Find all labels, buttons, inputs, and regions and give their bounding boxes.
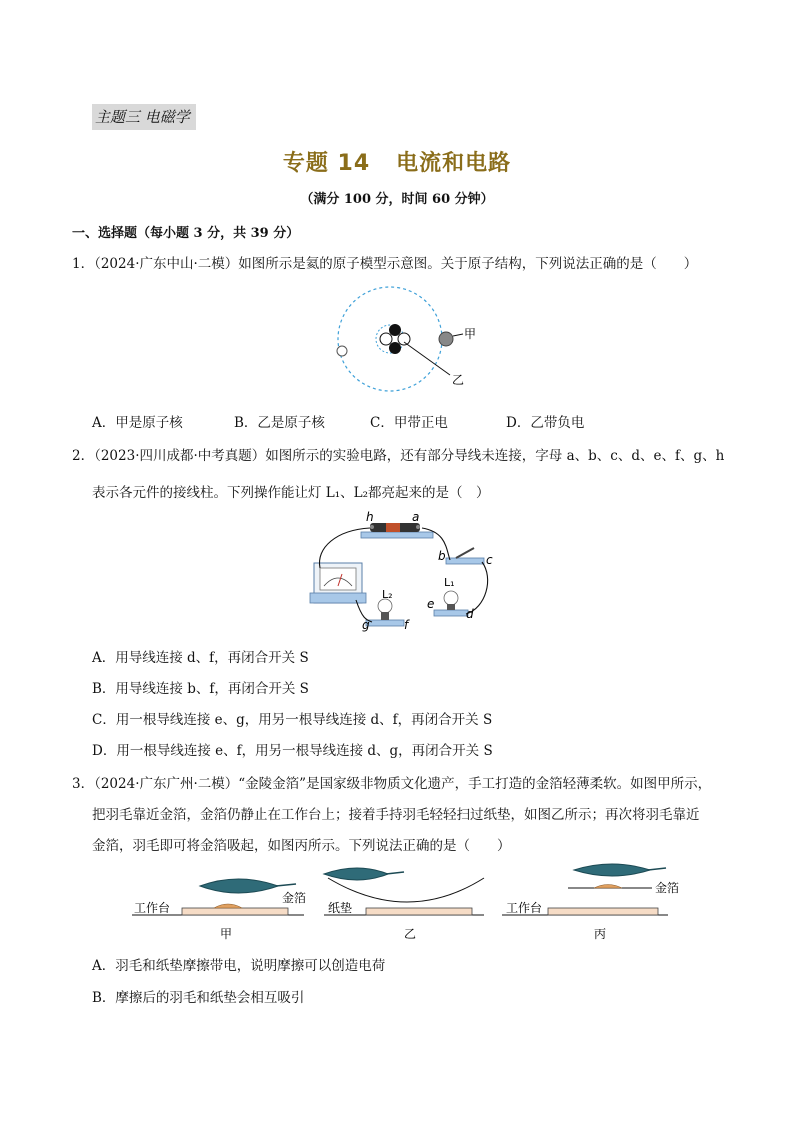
q2-option-b: B．用导线连接 b、f，再闭合开关 S: [92, 681, 309, 697]
label-a: a: [412, 510, 420, 524]
label-e: e: [427, 597, 435, 611]
q2-option-d: D．用一根导线连接 e、f，用另一根导线连接 d、g，再闭合开关 S: [92, 743, 493, 759]
q1-option-d: D．乙带负电: [506, 415, 585, 431]
label-b: b: [438, 549, 446, 563]
label-yi: 乙: [452, 373, 465, 387]
label-gold-foil-2: 金箔: [655, 881, 680, 895]
caption-bing: 丙: [594, 927, 607, 941]
q1-option-b: B．乙是原子核: [234, 415, 325, 431]
q3-option-a: A．羽毛和纸垫摩擦带电，说明摩擦可以创造电荷: [92, 958, 386, 974]
page-title: 专题 14 电流和电路: [282, 151, 512, 176]
topic-tag: 主题三 电磁学: [92, 104, 196, 130]
q3-feather-figure: [128, 856, 698, 946]
q2-option-c: C．用一根导线连接 e、g，用另一根导线连接 d、f，再闭合开关 S: [92, 712, 493, 728]
label-d: d: [466, 607, 474, 621]
q3-option-b: B．摩擦后的羽毛和纸垫会相互吸引: [92, 990, 305, 1006]
label-workbench-2: 工作台: [506, 901, 543, 915]
q3-stem-line2: 把羽毛靠近金箔，金箔仍静止在工作台上；接着手持羽毛轻轻扫过纸垫，如图乙所示；再次将羽毛靠近: [92, 807, 700, 823]
label-f: f: [404, 618, 409, 632]
q1-options: [92, 411, 584, 431]
label-gold-foil-1: 金箔: [282, 891, 307, 905]
q2-circuit-figure: [306, 508, 496, 638]
label-h: h: [366, 510, 374, 524]
q1-stem: 1．（2024·广东中山·二模）如图所示是氦的原子模型示意图。关于原子结构，下列说法正确的是（ ）: [72, 256, 698, 272]
label-c: c: [486, 553, 493, 567]
q1-option-c: C．甲带正电: [370, 415, 448, 431]
page-subtitle: （满分 100 分，时间 60 分钟）: [300, 192, 494, 207]
label-L1: L₁: [444, 576, 455, 589]
q2-stem-line1: 2．（2023·四川成都·中考真题）如图所示的实验电路，还有部分导线未连接，字母 a、b、c、d、e、f、g、h: [72, 448, 725, 464]
label-g: g: [362, 618, 370, 632]
q3-stem-line3: 金箔，羽毛即可将金箔吸起，如图丙所示。下列说法正确的是（ ）: [92, 838, 511, 854]
q1-atom-figure: [320, 280, 490, 400]
caption-yi: 乙: [404, 927, 417, 941]
q3-stem-line1: 3．（2024·广东广州·二模）“金陵金箔”是国家级非物质文化遗产，手工打造的金箔轻薄柔软。如图甲所示，: [72, 776, 712, 792]
q2-stem-line2: 表示各元件的接线柱。下列操作能让灯 L₁、L₂都亮起来的是（ ）: [92, 485, 490, 501]
label-workbench-1: 工作台: [134, 901, 171, 915]
caption-jia: 甲: [220, 927, 233, 941]
label-paper-pad: 纸垫: [328, 901, 353, 915]
q1-option-a: A．甲是原子核: [92, 415, 183, 431]
label-jia: 甲: [464, 327, 477, 341]
label-L2: L₂: [382, 588, 393, 601]
q2-option-a: A．用导线连接 d、f，再闭合开关 S: [92, 650, 309, 666]
section-heading: 一、选择题（每小题 3 分，共 39 分）: [72, 226, 300, 241]
